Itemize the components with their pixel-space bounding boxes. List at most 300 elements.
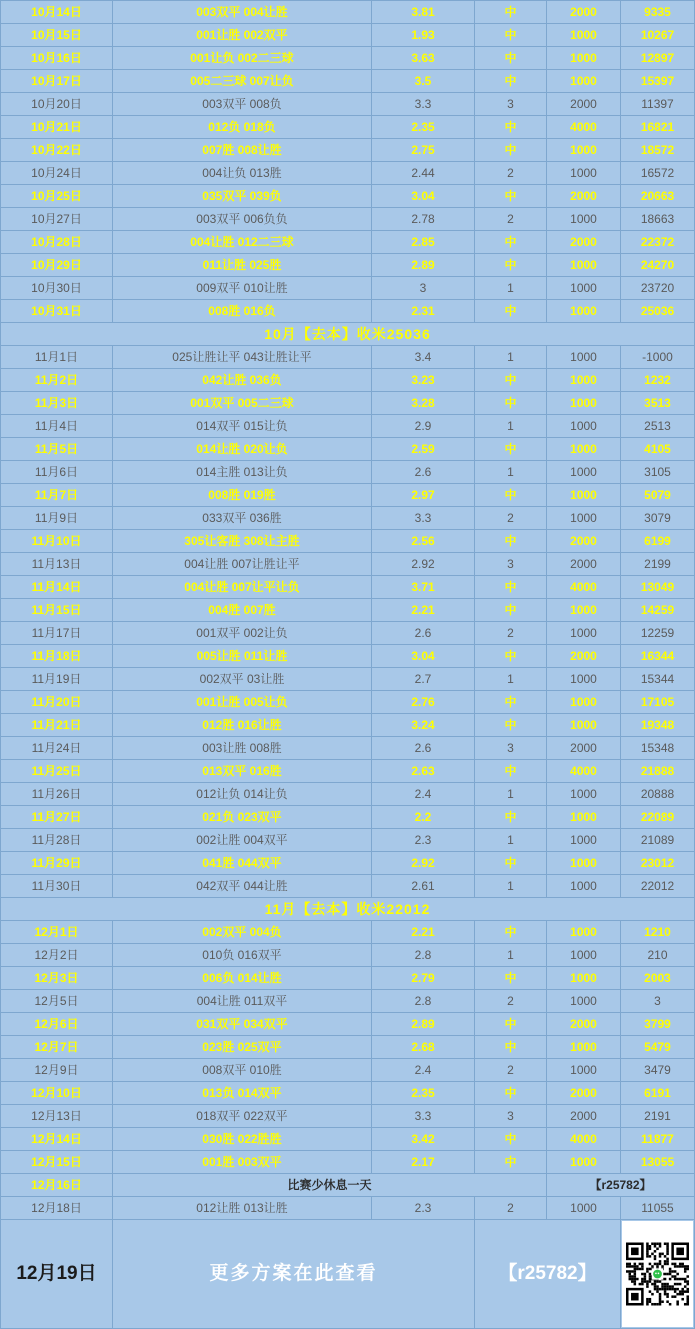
cell-result: 3 — [475, 737, 547, 760]
cell-odds: 2.17 — [372, 1151, 475, 1174]
cell-result: 中 — [475, 530, 547, 553]
cell-total: 5479 — [621, 1036, 695, 1059]
cell-date: 10月21日 — [1, 116, 113, 139]
cell-date: 11月1日 — [1, 346, 113, 369]
table-row — [1, 254, 695, 277]
cell-total: 12259 — [621, 622, 695, 645]
table-row — [1, 806, 695, 829]
cell-date: 10月31日 — [1, 300, 113, 323]
cell-date: 10月28日 — [1, 231, 113, 254]
cell-date: 11月10日 — [1, 530, 113, 553]
cell-result: 中 — [475, 691, 547, 714]
table-row — [1, 530, 695, 553]
cell-odds: 2.44 — [372, 162, 475, 185]
cell-total: 6199 — [621, 530, 695, 553]
note-row — [1, 1174, 695, 1197]
cell-amount: 1000 — [547, 1036, 621, 1059]
cell-amount: 1000 — [547, 254, 621, 277]
table-row — [1, 70, 695, 93]
cell-amount: 2000 — [547, 185, 621, 208]
cell-result: 中 — [475, 231, 547, 254]
cell-date: 11月19日 — [1, 668, 113, 691]
cell-total: 19348 — [621, 714, 695, 737]
cell-odds: 2.6 — [372, 461, 475, 484]
cell-date: 11月21日 — [1, 714, 113, 737]
table-row — [1, 714, 695, 737]
cell-match: 005二三球 007让负 — [113, 70, 372, 93]
cell-date: 12月16日 — [1, 1174, 113, 1197]
cell-odds: 2.68 — [372, 1036, 475, 1059]
cell-result: 中 — [475, 185, 547, 208]
cell-amount: 1000 — [547, 806, 621, 829]
cell-total: 1210 — [621, 921, 695, 944]
cell-amount: 1000 — [547, 921, 621, 944]
table-row — [1, 231, 695, 254]
cell-match: 002双平 004负 — [113, 921, 372, 944]
cell-amount: 1000 — [547, 599, 621, 622]
cell-match: 007胜 008让胜 — [113, 139, 372, 162]
cell-match: 001双平 005二三球 — [113, 392, 372, 415]
cell-result: 中 — [475, 1082, 547, 1105]
cell-date: 11月28日 — [1, 829, 113, 852]
cell-total: 3513 — [621, 392, 695, 415]
cell-amount: 1000 — [547, 852, 621, 875]
cell-date: 10月14日 — [1, 1, 113, 24]
cell-total: 20663 — [621, 185, 695, 208]
cell-odds: 2.7 — [372, 668, 475, 691]
table-row — [1, 185, 695, 208]
cell-match: 031双平 034双平 — [113, 1013, 372, 1036]
cell-date: 11月27日 — [1, 806, 113, 829]
cell-date: 10月24日 — [1, 162, 113, 185]
cell-amount: 1000 — [547, 783, 621, 806]
cell-total: 3799 — [621, 1013, 695, 1036]
cell-amount: 4000 — [547, 760, 621, 783]
cell-total: 11877 — [621, 1128, 695, 1151]
cell-date: 11月4日 — [1, 415, 113, 438]
cell-date: 12月2日 — [1, 944, 113, 967]
cell-result: 中 — [475, 967, 547, 990]
cell-result: 中 — [475, 139, 547, 162]
table-row — [1, 47, 695, 70]
cell-date: 12月13日 — [1, 1105, 113, 1128]
cell-odds: 3.5 — [372, 70, 475, 93]
table-row — [1, 139, 695, 162]
cell-match: 004胜 007胜 — [113, 599, 372, 622]
cell-match: 025让胜让平 043让胜让平 — [113, 346, 372, 369]
cell-date: 10月17日 — [1, 70, 113, 93]
cell-match: 012胜 016让胜 — [113, 714, 372, 737]
cell-odds: 2.79 — [372, 967, 475, 990]
cell-result: 中 — [475, 1, 547, 24]
cell-match: 001让胜 005让负 — [113, 691, 372, 714]
table-row — [1, 346, 695, 369]
cell-match: 023胜 025双平 — [113, 1036, 372, 1059]
cell-amount: 1000 — [547, 438, 621, 461]
cell-date: 12月6日 — [1, 1013, 113, 1036]
table-row — [1, 415, 695, 438]
table-row — [1, 1, 695, 24]
table-row — [1, 967, 695, 990]
cell-date: 11月25日 — [1, 760, 113, 783]
cell-result: 中 — [475, 806, 547, 829]
cell-result: 2 — [475, 507, 547, 530]
table-row — [1, 93, 695, 116]
cell-date: 11月7日 — [1, 484, 113, 507]
cell-result: 1 — [475, 415, 547, 438]
cell-total: 1232 — [621, 369, 695, 392]
cell-amount: 1000 — [547, 24, 621, 47]
footer-promo-row — [1, 1220, 695, 1329]
cell-date: 11月18日 — [1, 645, 113, 668]
cell-amount: 1000 — [547, 507, 621, 530]
cell-amount: 1000 — [547, 208, 621, 231]
cell-result: 1 — [475, 346, 547, 369]
cell-match: 014主胜 013让负 — [113, 461, 372, 484]
table-row — [1, 829, 695, 852]
cell-odds: 2.89 — [372, 254, 475, 277]
table-row — [1, 668, 695, 691]
cell-date: 12月3日 — [1, 967, 113, 990]
cell-amount: 1000 — [547, 346, 621, 369]
cell-amount: 1000 — [547, 47, 621, 70]
cell-total: 3479 — [621, 1059, 695, 1082]
cell-date: 11月29日 — [1, 852, 113, 875]
cell-total: 2003 — [621, 967, 695, 990]
cell-odds: 3.28 — [372, 392, 475, 415]
cell-odds: 2.6 — [372, 622, 475, 645]
cell-amount: 1000 — [547, 875, 621, 898]
cell-total: 3079 — [621, 507, 695, 530]
cell-result: 中 — [475, 760, 547, 783]
cell-total: 2199 — [621, 553, 695, 576]
cell-result: 中 — [475, 852, 547, 875]
cell-odds: 2.63 — [372, 760, 475, 783]
cell-date: 11月3日 — [1, 392, 113, 415]
cell-amount: 2000 — [547, 553, 621, 576]
cell-result: 中 — [475, 1036, 547, 1059]
cell-match: 041胜 044双平 — [113, 852, 372, 875]
cell-date: 10月25日 — [1, 185, 113, 208]
cell-odds: 3.63 — [372, 47, 475, 70]
cell-total: 15344 — [621, 668, 695, 691]
table-row — [1, 599, 695, 622]
cell-amount: 2000 — [547, 1105, 621, 1128]
cell-result: 中 — [475, 714, 547, 737]
table-row — [1, 622, 695, 645]
cell-date: 12月1日 — [1, 921, 113, 944]
cell-odds: 2.6 — [372, 737, 475, 760]
cell-odds: 2.35 — [372, 1082, 475, 1105]
cell-total: 16572 — [621, 162, 695, 185]
cell-result: 中 — [475, 645, 547, 668]
cell-amount: 1000 — [547, 1197, 621, 1220]
cell-total: 2191 — [621, 1105, 695, 1128]
cell-total: 6191 — [621, 1082, 695, 1105]
cell-total: 17105 — [621, 691, 695, 714]
cell-odds: 3.4 — [372, 346, 475, 369]
cell-match: 003双平 004让胜 — [113, 1, 372, 24]
cell-result: 中 — [475, 116, 547, 139]
cell-result: 中 — [475, 70, 547, 93]
cell-date: 12月10日 — [1, 1082, 113, 1105]
cell-date: 10月30日 — [1, 277, 113, 300]
cell-odds: 2.35 — [372, 116, 475, 139]
cell-odds: 2.2 — [372, 806, 475, 829]
cell-odds: 3.23 — [372, 369, 475, 392]
cell-match: 042让胜 036负 — [113, 369, 372, 392]
cell-amount: 1000 — [547, 691, 621, 714]
cell-result: 中 — [475, 576, 547, 599]
cell-odds: 2.4 — [372, 783, 475, 806]
cell-match: 008胜 016负 — [113, 300, 372, 323]
cell-result: 2 — [475, 208, 547, 231]
cell-match: 013双平 016胜 — [113, 760, 372, 783]
cell-result: 1 — [475, 461, 547, 484]
cell-odds: 2.3 — [372, 829, 475, 852]
cell-match: 042双平 044让胜 — [113, 875, 372, 898]
table-row — [1, 392, 695, 415]
cell-odds: 1.93 — [372, 24, 475, 47]
table-row — [1, 1128, 695, 1151]
cell-odds: 2.78 — [372, 208, 475, 231]
cell-match: 002双平 03让胜 — [113, 668, 372, 691]
cell-total: 15348 — [621, 737, 695, 760]
table-row — [1, 921, 695, 944]
cell-match: 004让胜 007让胜让平 — [113, 553, 372, 576]
cell-date: 11月9日 — [1, 507, 113, 530]
cell-odds: 2.89 — [372, 1013, 475, 1036]
table-row — [1, 737, 695, 760]
table-row — [1, 1197, 695, 1220]
cell-amount: 2000 — [547, 1082, 621, 1105]
cell-result: 中 — [475, 438, 547, 461]
cell-result: 2 — [475, 162, 547, 185]
cell-amount: 1000 — [547, 139, 621, 162]
cell-total: 10267 — [621, 24, 695, 47]
table-row — [1, 1082, 695, 1105]
cell-odds: 3.81 — [372, 1, 475, 24]
cell-total: 20888 — [621, 783, 695, 806]
cell-odds: 2.59 — [372, 438, 475, 461]
cell-total: 24270 — [621, 254, 695, 277]
cell-match: 033双平 036胜 — [113, 507, 372, 530]
cell-result: 中 — [475, 24, 547, 47]
cell-match: 002让胜 004双平 — [113, 829, 372, 852]
cell-amount: 1000 — [547, 622, 621, 645]
cell-total: 22372 — [621, 231, 695, 254]
cell-total: 3105 — [621, 461, 695, 484]
cell-odds: 3.3 — [372, 507, 475, 530]
cell-amount: 4000 — [547, 576, 621, 599]
cell-date: 10月20日 — [1, 93, 113, 116]
cell-amount: 1000 — [547, 415, 621, 438]
table-row — [1, 208, 695, 231]
cell-amount: 1000 — [547, 277, 621, 300]
cell-result: 中 — [475, 484, 547, 507]
cell-total: 3 — [621, 990, 695, 1013]
cell-date: 11月17日 — [1, 622, 113, 645]
cell-amount: 1000 — [547, 484, 621, 507]
cell-amount: 1000 — [547, 829, 621, 852]
cell-result: 1 — [475, 875, 547, 898]
cell-amount: 1000 — [547, 70, 621, 93]
table-row — [1, 760, 695, 783]
cell-match: 004让负 013胜 — [113, 162, 372, 185]
cell-odds: 2.56 — [372, 530, 475, 553]
monthly-summary-row — [1, 323, 695, 346]
cell-date: 11月20日 — [1, 691, 113, 714]
cell-result: 中 — [475, 392, 547, 415]
cell-amount: 1000 — [547, 369, 621, 392]
cell-total: -1000 — [621, 346, 695, 369]
cell-odds: 2.85 — [372, 231, 475, 254]
table-row — [1, 461, 695, 484]
table-row — [1, 852, 695, 875]
cell-total: 21089 — [621, 829, 695, 852]
note-code: 【r25782】 — [547, 1174, 695, 1197]
cell-match: 005让胜 011让胜 — [113, 645, 372, 668]
cell-match: 013负 014双平 — [113, 1082, 372, 1105]
cell-odds: 2.21 — [372, 921, 475, 944]
cell-amount: 4000 — [547, 116, 621, 139]
cell-total: 5079 — [621, 484, 695, 507]
cell-odds: 3 — [372, 277, 475, 300]
cell-amount: 2000 — [547, 645, 621, 668]
table-row — [1, 1059, 695, 1082]
cell-odds: 2.4 — [372, 1059, 475, 1082]
cell-result: 中 — [475, 921, 547, 944]
table-row — [1, 1013, 695, 1036]
cell-total: 13055 — [621, 1151, 695, 1174]
cell-result: 2 — [475, 990, 547, 1013]
cell-result: 1 — [475, 944, 547, 967]
cell-match: 012负 018负 — [113, 116, 372, 139]
cell-match: 008胜 019胜 — [113, 484, 372, 507]
cell-amount: 2000 — [547, 93, 621, 116]
cell-amount: 1000 — [547, 461, 621, 484]
cell-total: 22012 — [621, 875, 695, 898]
cell-result: 2 — [475, 1197, 547, 1220]
cell-amount: 1000 — [547, 1151, 621, 1174]
cell-date: 11月5日 — [1, 438, 113, 461]
table-row — [1, 484, 695, 507]
table-row — [1, 576, 695, 599]
cell-date: 11月13日 — [1, 553, 113, 576]
cell-date: 12月14日 — [1, 1128, 113, 1151]
cell-odds: 3.3 — [372, 93, 475, 116]
cell-total: 22089 — [621, 806, 695, 829]
cell-total: 15397 — [621, 70, 695, 93]
cell-total: 23720 — [621, 277, 695, 300]
cell-total: 210 — [621, 944, 695, 967]
cell-date: 12月9日 — [1, 1059, 113, 1082]
table-row — [1, 162, 695, 185]
cell-result: 中 — [475, 1128, 547, 1151]
cell-odds: 2.31 — [372, 300, 475, 323]
cell-amount: 1000 — [547, 162, 621, 185]
table-row — [1, 553, 695, 576]
cell-total: 11397 — [621, 93, 695, 116]
table-row — [1, 438, 695, 461]
cell-date: 11月30日 — [1, 875, 113, 898]
table-row — [1, 369, 695, 392]
cell-date: 12月18日 — [1, 1197, 113, 1220]
cell-date: 11月15日 — [1, 599, 113, 622]
cell-total: 25036 — [621, 300, 695, 323]
qr-code-cell — [621, 1220, 695, 1329]
cell-result: 2 — [475, 622, 547, 645]
cell-match: 030胜 022胜胜 — [113, 1128, 372, 1151]
cell-match: 008双平 010胜 — [113, 1059, 372, 1082]
cell-match: 004让胜 011双平 — [113, 990, 372, 1013]
cell-date: 12月7日 — [1, 1036, 113, 1059]
cell-result: 3 — [475, 1105, 547, 1128]
cell-amount: 2000 — [547, 1013, 621, 1036]
cell-amount: 2000 — [547, 737, 621, 760]
cell-amount: 2000 — [547, 1, 621, 24]
table-row — [1, 944, 695, 967]
cell-date: 11月26日 — [1, 783, 113, 806]
cell-result: 中 — [475, 599, 547, 622]
cell-odds: 2.97 — [372, 484, 475, 507]
cell-odds: 2.9 — [372, 415, 475, 438]
cell-odds: 2.92 — [372, 553, 475, 576]
cell-odds: 3.24 — [372, 714, 475, 737]
cell-amount: 1000 — [547, 392, 621, 415]
cell-result: 中 — [475, 300, 547, 323]
cell-result: 3 — [475, 93, 547, 116]
table-row — [1, 277, 695, 300]
cell-amount: 1000 — [547, 668, 621, 691]
cell-amount: 2000 — [547, 530, 621, 553]
cell-total: 13049 — [621, 576, 695, 599]
note-text: 比赛少休息一天 — [113, 1174, 547, 1197]
cell-odds: 2.8 — [372, 990, 475, 1013]
cell-total: 16344 — [621, 645, 695, 668]
cell-total: 9335 — [621, 1, 695, 24]
monthly-summary-row — [1, 898, 695, 921]
cell-result: 1 — [475, 277, 547, 300]
cell-result: 2 — [475, 1059, 547, 1082]
cell-match: 003双平 006负负 — [113, 208, 372, 231]
table-row — [1, 1105, 695, 1128]
table-row — [1, 783, 695, 806]
cell-odds: 2.75 — [372, 139, 475, 162]
cell-total: 21888 — [621, 760, 695, 783]
footer-message[interactable]: 更多方案在此查看 — [113, 1220, 475, 1329]
wechat-qr-code[interactable] — [622, 1221, 693, 1327]
cell-result: 1 — [475, 783, 547, 806]
cell-match: 021负 023双平 — [113, 806, 372, 829]
cell-match: 010负 016双平 — [113, 944, 372, 967]
cell-odds: 2.61 — [372, 875, 475, 898]
cell-match: 004让胜 007让平让负 — [113, 576, 372, 599]
cell-odds: 2.76 — [372, 691, 475, 714]
cell-total: 11055 — [621, 1197, 695, 1220]
cell-match: 012让负 014让负 — [113, 783, 372, 806]
cell-match: 001胜 003双平 — [113, 1151, 372, 1174]
monthly-summary-text: 11月【去本】收米22012 — [1, 898, 695, 921]
cell-match: 014让胜 020让负 — [113, 438, 372, 461]
cell-match: 012让胜 013让胜 — [113, 1197, 372, 1220]
cell-result: 中 — [475, 254, 547, 277]
table-row — [1, 24, 695, 47]
cell-odds: 3.3 — [372, 1105, 475, 1128]
cell-match: 018双平 022双平 — [113, 1105, 372, 1128]
table-row — [1, 875, 695, 898]
cell-date: 10月22日 — [1, 139, 113, 162]
